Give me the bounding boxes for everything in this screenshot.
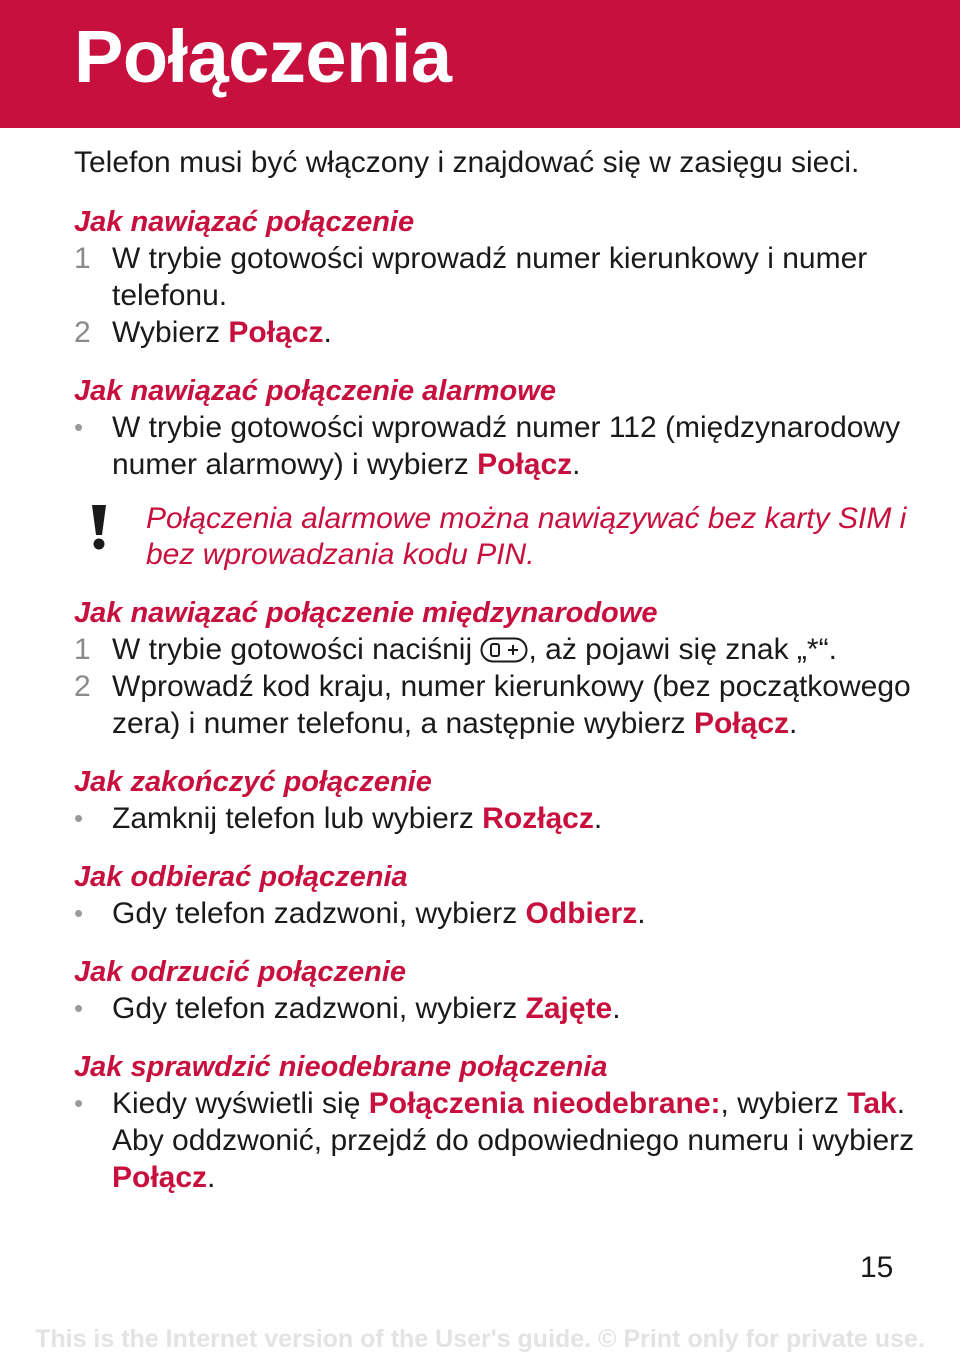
section-heading: Jak odrzucić połączenie [74,956,407,988]
bullet-list [74,895,924,932]
page-title: Połączenia [74,15,452,98]
list-item [74,631,924,668]
section-reject-call [74,954,924,1027]
item-text: . [637,897,646,930]
highlight-command: Połącz [112,1161,208,1194]
step-list [74,631,924,742]
item-text: . [612,992,621,1025]
bullet-list [74,409,924,483]
bullet-icon: • [74,803,84,833]
step-text: W trybie gotowości wprowadź numer kierunkowy i numer telefonu. [112,242,868,312]
section-emergency-call [74,373,924,573]
step-number: 1 [74,242,91,275]
highlight-command: Połącz [228,316,324,349]
item-text: , wybierz [720,1087,848,1120]
item-text: . [572,448,581,481]
item-text: Zamknij telefon lub wybierz [112,802,483,835]
highlight-command: Tak [847,1087,897,1120]
footer-disclaimer: This is the Internet version of the User's guide. © Print only for private use. [35,1325,925,1353]
item-text: Gdy telefon zadzwoni, wybierz [112,992,526,1025]
item-text: W trybie gotowości wprowadź numer 112 (międzynarodowy numer alarmowy) i wybierz [112,411,901,481]
intro-text: Telefon musi być włączony i znajdować się w zasięgu sieci. [74,146,860,179]
highlight-command: Połącz [693,707,790,740]
step-text: Wprowadź kod kraju, numer kierunkowy (bez początkowego zera) i numer telefonu, a następnie wybierz [112,670,911,740]
step-text: . [789,707,798,740]
step-text: , aż pojawi się znak „*“. [528,633,837,666]
step-text: Wybierz [112,316,229,349]
step-number: 1 [74,633,91,666]
section-end-call [74,764,924,837]
item-text: Kiedy wyświetli się [112,1087,369,1120]
highlight-command: Rozłącz [482,802,594,835]
item-text: Gdy telefon zadzwoni, wybierz [112,897,526,930]
section-heading: Jak odbierać połączenia [74,861,408,893]
highlight-command: Połączenia nieodebrane: [368,1087,721,1120]
bullet-list [74,1085,924,1196]
section-heading: Jak nawiązać połączenie [74,206,415,238]
header-band [0,0,960,128]
list-item [74,314,924,351]
list-item [74,240,924,314]
highlight-command: Zajęte [525,992,613,1025]
note-text: Połączenia alarmowe można nawiązywać bez karty SIM i bez wprowadzania kodu PIN. [146,502,907,571]
step-list [74,240,924,351]
item-text: . Aby oddzwonić, przejdź do odpowiedniego numeru i wybierz [112,1087,915,1157]
section-heading: Jak nawiązać połączenie międzynarodowe [74,597,658,629]
section-answer-call [74,859,924,932]
bullet-icon: • [74,1088,84,1118]
list-item [74,800,924,837]
exclamation-icon [86,503,112,551]
step-number: 2 [74,670,91,703]
list-item [74,409,924,483]
section-heading: Jak zakończyć połączenie [74,766,432,798]
note-block [74,501,924,573]
list-item [74,668,924,742]
step-text: W trybie gotowości naciśnij [112,633,481,666]
item-text: . [593,802,603,835]
highlight-command: Połącz [477,448,573,481]
zero-plus-key-icon [480,637,528,663]
highlight-command: Odbierz [525,897,638,930]
section-make-call [74,204,924,351]
main-content [74,140,924,1196]
step-number: 2 [74,316,91,349]
bullet-list [74,800,924,837]
step-text: . [323,316,332,349]
list-item [74,1085,924,1196]
bullet-list [74,990,924,1027]
list-item [74,895,924,932]
section-heading: Jak nawiązać połączenie alarmowe [74,375,556,407]
list-item [74,990,924,1027]
section-missed-calls [74,1049,924,1196]
section-heading: Jak sprawdzić nieodebrane połączenia [74,1051,608,1083]
bullet-icon: • [74,412,84,442]
page-number: 15 [860,1251,894,1284]
item-text: . [207,1161,216,1194]
bullet-icon: • [74,993,84,1023]
bullet-icon: • [74,898,84,928]
section-international-call [74,595,924,742]
